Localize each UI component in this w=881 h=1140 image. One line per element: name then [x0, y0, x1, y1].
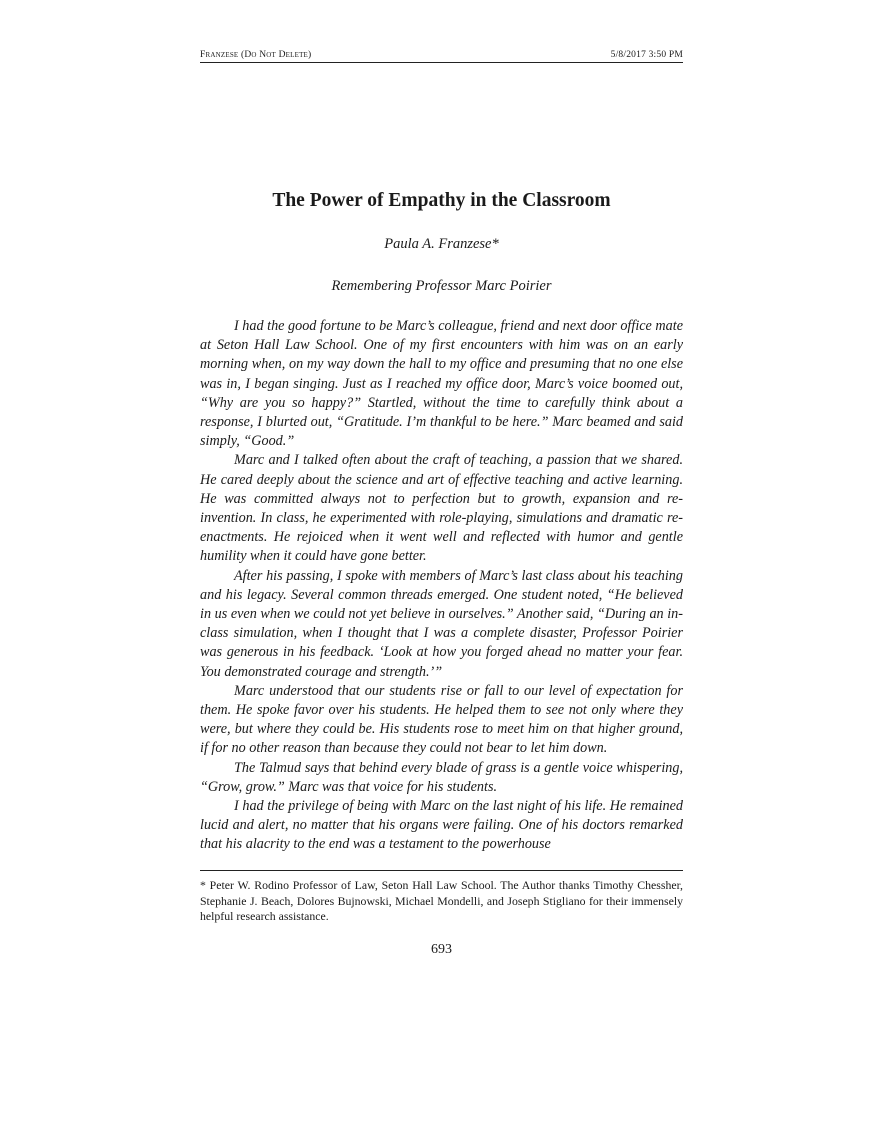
footnote-divider: [200, 870, 683, 871]
article-author: Paula A. Franzese*: [384, 236, 499, 252]
body-paragraph: Marc and I talked often about the craft of teaching, a passion that we shared. He cared deeply about the science and art of effective teaching and active learning. He was committed always not to perfection but to growth, expansion and re-invention. In class, he experimented with role-playing, simulations and dramatic re-enactments. He rejoiced when it went well and reflected with humor and gentle humility when it could have gone better.: [200, 452, 683, 565]
article-title: The Power of Empathy in the Classroom: [272, 190, 611, 211]
header-timestamp: 5/8/2017 3:50 PM: [610, 50, 683, 60]
article-body: [200, 317, 683, 855]
document-page: [200, 50, 683, 957]
body-paragraph: After his passing, I spoke with members of Marc’s last class about his teaching and his legacy. Several common threads emerged. One student noted, “He believed in us even when we could not yet believe in ourselves.” Another said, “During an in-class simulation, when I thought that I was a complete disaster, Professor Poirier was generous in his feedback. ‘Look at how you forged ahead no matter your fear. You demonstrated courage and strength.’”: [200, 567, 683, 680]
body-paragraph: I had the good fortune to be Marc’s colleague, friend and next door office mate at Seton Hall Law School. One of my first encounters with him was on an early morning when, on my way down the hall to my office and presuming that no one else was in, I began singing. Just as I reached my office door, Marc’s voice boomed out, “Why are you so happy?” Startled, without the time to carefully think about a response, I blurted out, “Gratitude. I’m thankful to be here.” Marc beamed and said simply, “Good.”: [200, 318, 683, 450]
header-author-note: Franzese (Do Not Delete): [200, 50, 312, 60]
footnote: * Peter W. Rodino Professor of Law, Seton Hall Law School. The Author thanks Timothy Chessher, Stephanie J. Beach, Dolores Bujnowski, Michael Mondelli, and Joseph Stigliano for their immensely helpful research assistance.: [200, 878, 683, 923]
body-paragraph: I had the privilege of being with Marc on the last night of his life. He remained lucid and alert, no matter that his organs were failing. One of his doctors remarked that his alacrity to the end was a testament to the powerhouse: [200, 798, 683, 853]
page-number: 693: [431, 942, 452, 957]
body-paragraph: Marc understood that our students rise or fall to our level of expectation for them. He spoke favor over his students. He helped them to see not only where they were, but where they could be. His students rose to meet him on that higher ground, if for no other reason than because they could not bear to let him down.: [200, 682, 683, 757]
article-dedication: Remembering Professor Marc Poirier: [331, 278, 552, 294]
running-header: [200, 50, 683, 63]
body-paragraph: The Talmud says that behind every blade of grass is a gentle voice whispering, “Grow, grow.” Marc was that voice for his students.: [200, 759, 683, 795]
